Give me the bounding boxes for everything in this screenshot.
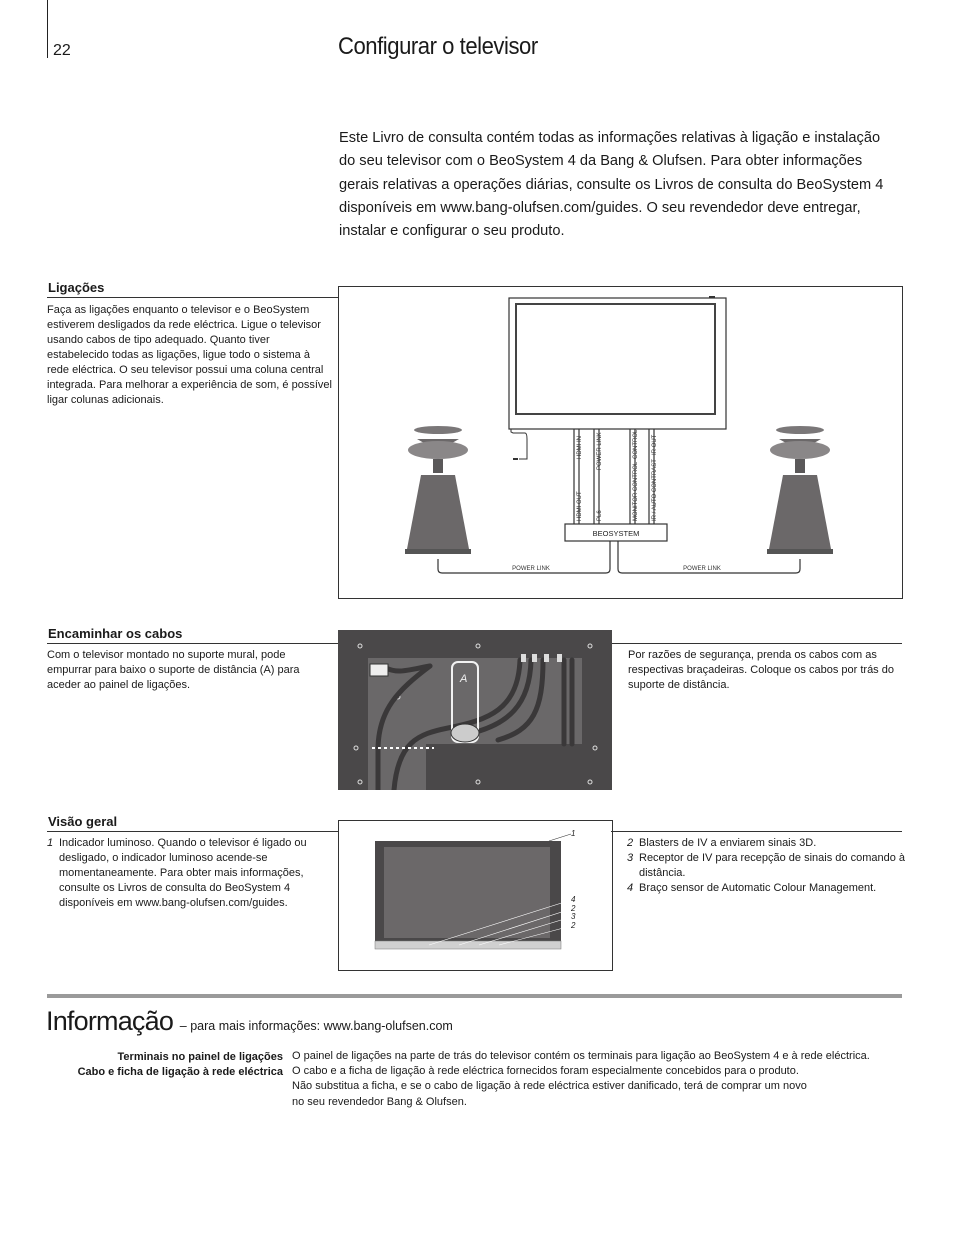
cabos-rule-right (612, 643, 902, 644)
callout-2a: 2 (571, 904, 576, 913)
cabos-right-text: Por razões de segurança, prenda os cabos com as respectivas braçadeiras. Coloque os cabos por trás do suporte de distância. (628, 649, 894, 691)
tv-front-screen (384, 847, 550, 938)
cable-routing-svg (338, 630, 612, 790)
info-subtitle: – para mais informações: www.bang-olufsen.com (179, 1019, 453, 1033)
info-label-cable: Cabo e ficha de ligação à rede eléctrica (77, 1066, 283, 1078)
legend-item-3: 3 Receptor de IV para recepção de sinais do comando à distância. (627, 852, 905, 879)
label-power-link-top: POWER LINK (597, 432, 603, 470)
ligacoes-text: Faça as ligações enquanto o televisor e o BeoSystem estiverem desligados da rede eléctrica. Ligue o televisor usando cabos de tipo adequado. Quanto tiver estabelecido todas as ligações, ligue todo o sistema à rede eléctrica. O seu televisor possui uma coluna central integrada. Para melhorar a experiência de som, é possível ligar colunas adicionais. (47, 304, 332, 406)
info-label-terminals: Terminais no painel de ligações (117, 1051, 283, 1063)
bracket-label-a: A (460, 673, 468, 685)
cabos-left-text: Com o televisor montado no suporte mural, pode empurrar para baixo o suporte de distância (A) para aceder ao painel de ligações. (47, 649, 300, 691)
label-ir-out: IR OUT (652, 434, 658, 455)
label-hdmi-out: HDMI OUT (577, 491, 583, 521)
page-margin-rule (47, 0, 48, 58)
callout-1: 1 (571, 829, 576, 838)
legend-item-2: 2 Blasters de IV a enviarem sinais 3D. (627, 837, 817, 849)
visao-rule-right (611, 831, 902, 832)
tv-overview-figure (338, 820, 613, 971)
visao-right-list (627, 836, 905, 896)
visao-left-list (47, 836, 332, 911)
info-line-3: Não substitua a ficha, e se o cabo de ligação à rede eléctrica estiver danificado, terá de comprar um novo (292, 1080, 807, 1093)
info-line-4: no seu revendedor Bang & Olufsen. (292, 1095, 467, 1108)
info-text (292, 1049, 904, 1110)
visao-rule-left (47, 831, 338, 832)
callout-2b: 2 (571, 921, 576, 930)
label-pl6: PL6 (597, 510, 603, 521)
legend-item-4: 4 Braço sensor de Automatic Colour Management. (627, 882, 877, 894)
cable-routing-figure (338, 630, 612, 790)
speaker-right (767, 426, 833, 554)
label-ir-auto-contrast: IR / AUTO CONTRAST (652, 459, 658, 521)
connection-diagram (338, 286, 903, 599)
intro-paragraph: Este Livro de consulta contém todas as informações relativas à ligação e instalação do seu televisor com o BeoSystem 4 da Bang & Olufsen. Para obter informações gerais relativas a operações diárias, consulte os Livros de consulta do BeoSystem 4 disponíveis em www.bang-olufsen.com/guides. O seu revendedor deve entregar, instalar e configurar o seu produto. (339, 130, 884, 240)
info-labels (40, 1050, 283, 1080)
page-title: Configurar o televisor (338, 33, 538, 60)
cabos-rule-left (47, 643, 338, 644)
ligacoes-heading: Ligações (48, 280, 105, 295)
page-number: 22 (53, 42, 71, 59)
label-control: CONTROL (633, 429, 639, 459)
beosystem-label: BEOSYSTEM (592, 529, 640, 538)
ligacoes-rule (47, 297, 338, 298)
power-cord (511, 429, 527, 459)
label-monitor-control: MONITOR CONTROL (633, 461, 639, 521)
cabos-heading: Encaminhar os cabos (48, 626, 183, 641)
label-hdmi-in: HDMI IN (577, 436, 583, 459)
visao-heading: Visão geral (48, 814, 118, 829)
callout-4: 4 (571, 895, 576, 904)
info-divider (47, 994, 902, 998)
callout-3: 3 (571, 912, 576, 921)
speaker-left (405, 426, 471, 554)
info-title-text: Informação (46, 1006, 174, 1036)
tv-screen (516, 304, 715, 414)
tv-overview-svg (339, 821, 612, 970)
legend-item-1: 1 Indicador luminoso. Quando o televisor é ligado ou desligado, o indicador luminoso acende-se momentaneamente. Para obter mais informações, consulte os Livros de consulta do BeoSystem 4 disponíveis em www.bang-olufsen.com/guides. (47, 837, 307, 909)
info-title (46, 1006, 453, 1037)
connection-diagram-svg (339, 287, 902, 598)
info-line-2: O cabo e a ficha de ligação à rede eléctrica fornecidos foram especialmente concebidos para o produto. (292, 1065, 799, 1078)
power-link-label-left: POWER LINK (512, 566, 550, 572)
info-line-1: O painel de ligações na parte de trás do televisor contém os terminais para ligação ao BeoSystem 4 e à rede eléctrica. (292, 1050, 870, 1062)
power-link-label-right: POWER LINK (683, 566, 721, 572)
